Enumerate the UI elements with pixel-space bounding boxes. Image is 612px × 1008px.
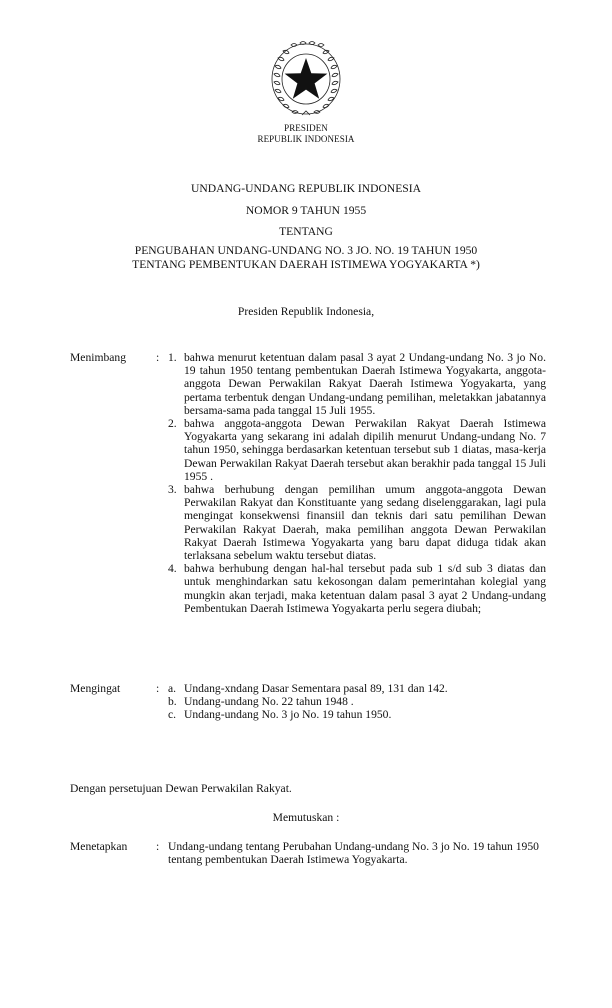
mengingat-item-letter: a. (168, 682, 177, 695)
letterhead-republik-indonesia: REPUBLIK INDONESIA (257, 134, 355, 144)
menetapkan-text: Undang-undang tentang Perubahan Undang-undang No. 3 jo No. 19 tahun 1950 tentang pembentukan Daerah Istimewa Yogyakarta. (168, 840, 539, 867)
menetapkan-label: Menetapkan (70, 840, 128, 853)
mengingat-item-letter: b. (168, 695, 177, 709)
menimbang-item-text: bahwa berhubung dengan pemilihan umum anggota-anggota Dewan Perwakilan Rakyat dan Konstituante yang sedang diselenggarakan, lagi pula mengingat konsekwensi finansiil dan teknis dari satu pemilihan Dewan Perwakilan Rakyat Daerah, maka pemilihan anggota Dewan Perwakilan Rakyat Daerah Istimewa Yogyakarta yang baru dapat diduga tidak akan terlaksana sebelum waktu tersebut diatas. (184, 483, 546, 563)
menimbang-item (168, 562, 546, 615)
menimbang-item (168, 483, 546, 562)
garuda-star-seal-icon (266, 38, 346, 118)
persetujuan-line: Dengan persetujuan Dewan Perwakilan Rakyat. (70, 782, 292, 795)
mengingat-item (168, 708, 546, 721)
mengingat-item (168, 682, 546, 695)
memutuskan-heading: Memutuskan : (272, 811, 340, 824)
menimbang-item-text: bahwa menurut ketentuan dalam pasal 3 ayat 2 Undang-undang No. 3 jo No. 19 tahun 1950 tentang pembentukan Daerah Istimewa Yogyakarta, anggota-anggota Dewan Perwakilan Rakyat Daerah Istimewa Yogyakarta, yang pertama terbentuk dengan Undang-undang pemilihan, meletakkan jabatannya bersama-sama pada tanggal 15 Juli 1955. (184, 351, 546, 417)
menimbang-list (168, 351, 546, 615)
menimbang-label: Menimbang (70, 351, 127, 364)
mengingat-item-letter: c. (168, 708, 177, 722)
menimbang-item-text: bahwa berhubung dengan hal-hal tersebut pada sub 1 s/d sub 3 diatas dan untuk menghindarkan satu kekosongan dalam pemerintahan kolegial yang mungkin akan terjadi, maka ketentuan dalam pasal 3 ayat 2 Undang-undang Pembentukan Daerah Istimewa Yogyakarta perlu segera diubah; (184, 562, 546, 615)
menimbang-item-number: 4. (168, 562, 177, 576)
menimbang-item-number: 1. (168, 351, 177, 364)
mengingat-item-text: Undang-xndang Dasar Sementara pasal 89, 131 dan 142. (184, 682, 448, 695)
title-line-4: PENGUBAHAN UNDANG-UNDANG NO. 3 JO. NO. 19 TAHUN 1950 (134, 244, 478, 257)
title-line-1: UNDANG-UNDANG REPUBLIK INDONESIA (191, 182, 421, 195)
letterhead-presiden: PRESIDEN (284, 123, 328, 133)
menimbang-item-text: bahwa anggota-anggota Dewan Perwakilan Rakyat Daerah Istimewa Yogyakarta yang sekarang ini adalah dipilih menurut Undang-undang No. 7 tahun 1950, sehingga berdasarkan ketentuan tersebut sub 1 diatas, masa-kerja Dewan Perwakilan Rakyat Daerah tersebut akan berakhir pada tanggal 15 Juli 1955 . (184, 417, 546, 483)
title-line-5: TENTANG PEMBENTUKAN DAERAH ISTIMEWA YOGYAKARTA *) (132, 258, 480, 271)
title-line-2: NOMOR 9 TAHUN 1955 (245, 204, 367, 217)
menetapkan-colon: : (156, 840, 160, 853)
menimbang-colon: : (156, 351, 160, 364)
preamble: Presiden Republik Indonesia, (237, 305, 375, 318)
mengingat-item-text: Undang-undang No. 3 jo No. 19 tahun 1950. (184, 708, 392, 722)
menimbang-item-number: 3. (168, 483, 177, 497)
mengingat-list (168, 682, 546, 722)
menimbang-item (168, 351, 546, 417)
mengingat-label: Mengingat (70, 682, 121, 695)
mengingat-colon: : (156, 682, 160, 695)
mengingat-item (168, 695, 546, 708)
title-line-3: TENTANG (279, 225, 333, 238)
menimbang-item (168, 417, 546, 483)
mengingat-item-text: Undang-undang No. 22 tahun 1948 . (184, 695, 354, 709)
menimbang-item-number: 2. (168, 417, 177, 431)
